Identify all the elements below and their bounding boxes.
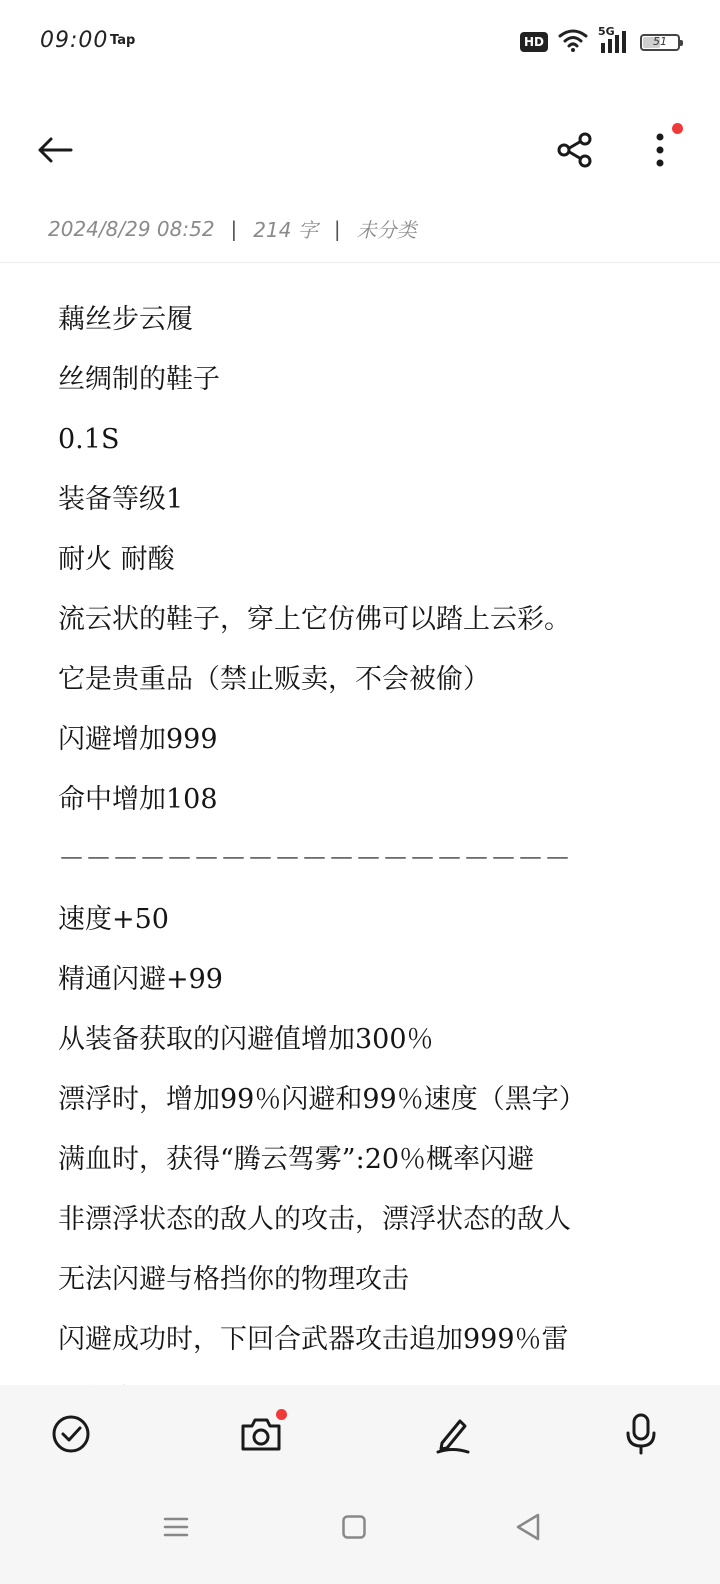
status-time: 09:00 (40, 28, 109, 53)
system-nav-bar (0, 1485, 720, 1584)
note-line: －－－－－－－－－－－－－－－－－－－ (58, 844, 571, 875)
share-icon (555, 130, 595, 170)
handwriting-button[interactable] (428, 1409, 478, 1459)
note-line: 闪避增加999 (58, 724, 218, 755)
more-vertical-icon (654, 132, 666, 168)
nav-back-button[interactable] (506, 1507, 550, 1547)
note-category[interactable]: 未分类 (356, 218, 417, 242)
camera-icon (239, 1414, 283, 1454)
meta-separator: | (333, 216, 341, 241)
back-button[interactable] (30, 128, 80, 172)
battery-icon (640, 34, 680, 51)
app-bar (0, 110, 720, 190)
status-icons (520, 25, 680, 56)
wifi-icon (558, 28, 588, 56)
back-triangle-icon (514, 1512, 542, 1542)
note-line: 非漂浮状态的敌人的攻击，漂浮状态的敌人 (58, 1204, 571, 1235)
note-line: 命中增加108 (58, 784, 218, 815)
more-notification-dot (672, 123, 683, 134)
note-line: 闪避成功时，下回合武器攻击追加999％雷 (58, 1324, 569, 1355)
network-type-label: 5G (598, 25, 615, 38)
note-line: 精通闪避+99 (58, 964, 223, 995)
note-line: 无法闪避与格挡你的物理攻击 (58, 1264, 409, 1295)
note-word-count: 214 字 (253, 218, 318, 242)
status-app-indicator: Tap (110, 33, 136, 48)
share-button[interactable] (550, 126, 600, 174)
battery-level: 51 (653, 34, 667, 48)
nav-menu-button[interactable] (154, 1507, 198, 1547)
meta-separator: | (230, 216, 238, 241)
note-line: 0.1S (58, 424, 120, 455)
status-bar (0, 0, 720, 86)
nav-home-button[interactable] (332, 1507, 376, 1547)
note-line: 装备等级1 (58, 484, 184, 515)
note-line: 耐火 耐酸 (58, 544, 175, 575)
note-line: 速度+50 (58, 904, 169, 935)
bottom-toolbar (0, 1385, 720, 1485)
camera-notification-dot (276, 1409, 287, 1420)
note-line: 丝绸制的鞋子 (58, 364, 220, 395)
note-line: 藕丝步云履 (58, 304, 193, 335)
microphone-icon (623, 1412, 659, 1456)
note-line: 流云状的鞋子，穿上它仿佛可以踏上云彩。 (58, 604, 571, 635)
note-line: 它是贵重品（禁止贩卖，不会被偷） (58, 664, 490, 695)
note-datetime: 2024/8/29 08:52 (48, 216, 215, 241)
note-line: 漂浮时，增加99％闪避和99％速度（黑字） (58, 1084, 586, 1115)
note-line: 满血时，获得“腾云驾雾”:20％概率闪避 (58, 1144, 535, 1175)
voice-input-button[interactable] (616, 1409, 666, 1459)
header-divider (0, 262, 720, 263)
checklist-button[interactable] (46, 1409, 96, 1459)
hd-icon: HD (520, 32, 548, 52)
note-meta (48, 214, 417, 243)
arrow-left-icon (35, 135, 75, 165)
cellular-signal-icon (598, 25, 630, 55)
note-editor[interactable] (58, 290, 698, 1385)
home-square-icon (341, 1514, 367, 1540)
menu-icon (162, 1515, 190, 1539)
checklist-icon (50, 1413, 92, 1455)
note-line: 从装备获取的闪避值增加300％ (58, 1024, 434, 1055)
handwriting-pen-icon (432, 1413, 474, 1455)
